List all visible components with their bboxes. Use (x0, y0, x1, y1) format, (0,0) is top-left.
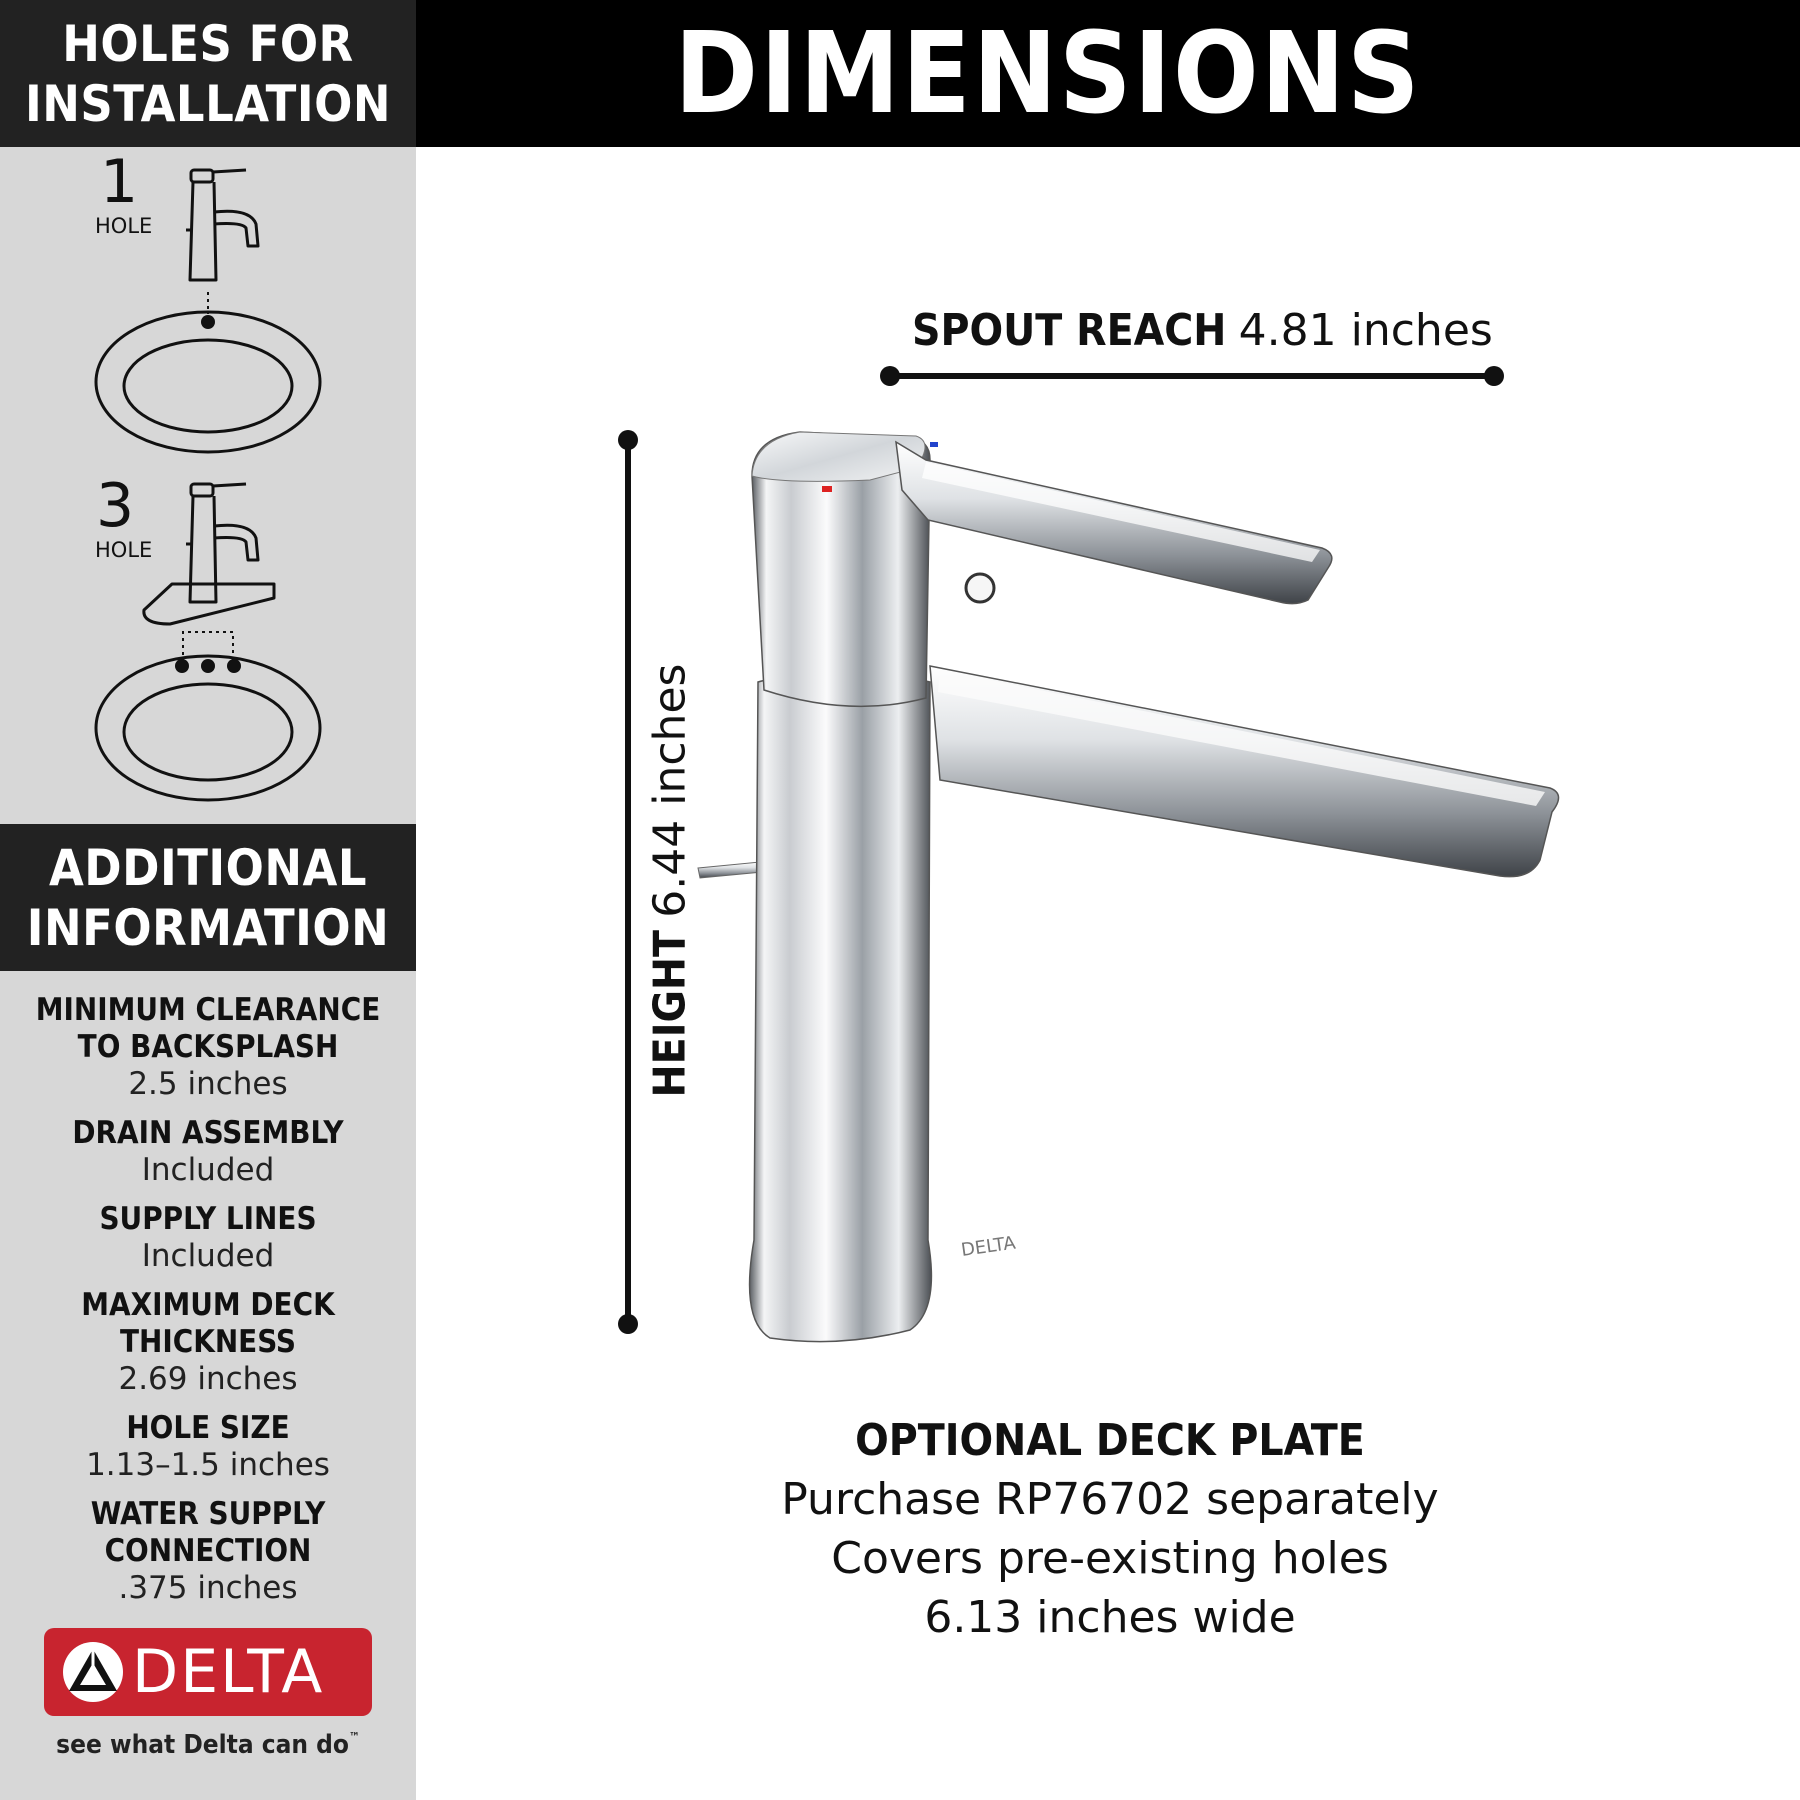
info-list (0, 992, 416, 1619)
three-hole-sink-icon (90, 628, 330, 808)
info-key: WATER SUPPLY (90, 1496, 326, 1532)
three-hole-faucet-icon (140, 474, 310, 634)
info-item-supply-lines (0, 1201, 416, 1275)
info-heading-line-2: INFORMATION (26, 898, 390, 957)
spout-reach-key: SPOUT REACH (912, 305, 1227, 356)
height-value: 6.44 inches (644, 663, 696, 918)
deck-plate-info (710, 1412, 1510, 1647)
info-key: HOLE SIZE (126, 1410, 290, 1446)
info-value: .375 inches (118, 1570, 298, 1606)
spout-reach-label (912, 305, 1512, 356)
faucet-image (690, 420, 1570, 1350)
logo-tagline (0, 1730, 416, 1760)
info-item-drain (0, 1115, 416, 1189)
page-header (416, 0, 1800, 147)
spout-reach-dimension-line (876, 362, 1508, 390)
hole-option-1-number: 1 (100, 147, 139, 217)
hole-option-3-label: HOLE (95, 538, 153, 562)
info-item-hole-size (0, 1410, 416, 1484)
deck-plate-line: Purchase RP76702 separately (781, 1474, 1439, 1525)
one-hole-sink-icon (90, 290, 330, 460)
info-value: Included (141, 1238, 275, 1274)
info-item-deck-thickness (0, 1287, 416, 1398)
faucet-brand-mark: DELTA (959, 1232, 1017, 1261)
one-hole-faucet-icon (170, 150, 300, 290)
info-value: 2.5 inches (128, 1066, 288, 1102)
holes-heading (0, 0, 416, 147)
info-item-water-supply (0, 1496, 416, 1607)
delta-triangle-icon (62, 1641, 124, 1703)
deck-plate-line: Covers pre-existing holes (831, 1533, 1389, 1584)
logo-wordmark: DELTA (132, 1637, 325, 1707)
delta-logo (44, 1628, 372, 1716)
info-key: MINIMUM CLEARANCE (35, 992, 381, 1028)
info-key: SUPPLY LINES (99, 1201, 317, 1237)
info-key: CONNECTION (104, 1533, 312, 1569)
deck-plate-line: 6.13 inches wide (924, 1592, 1296, 1643)
info-key: DRAIN ASSEMBLY (72, 1115, 344, 1151)
holes-heading-line-2: INSTALLATION (25, 74, 391, 133)
info-heading (0, 824, 416, 971)
holes-heading-line-1: HOLES FOR (62, 14, 354, 73)
deck-plate-title: OPTIONAL DECK PLATE (855, 1415, 1365, 1466)
height-key: HEIGHT (644, 929, 696, 1098)
height-dimension-line (614, 426, 642, 1338)
hole-option-1-label: HOLE (95, 214, 153, 238)
page-title: DIMENSIONS (674, 8, 1422, 139)
hole-option-3-number: 3 (96, 471, 135, 541)
spout-reach-value: 4.81 inches (1238, 305, 1493, 356)
info-item-backsplash (0, 992, 416, 1103)
height-label (645, 581, 696, 1181)
tagline-text: see what Delta can do (56, 1730, 350, 1760)
info-key: MAXIMUM DECK (81, 1287, 335, 1323)
info-value: 2.69 inches (118, 1361, 298, 1397)
info-value: 1.13–1.5 inches (86, 1447, 330, 1483)
info-value: Included (141, 1152, 275, 1188)
info-heading-line-1: ADDITIONAL (48, 838, 367, 897)
info-key: THICKNESS (120, 1324, 296, 1360)
trademark-mark: ™ (349, 1730, 360, 1744)
info-key: TO BACKSPLASH (77, 1029, 339, 1065)
